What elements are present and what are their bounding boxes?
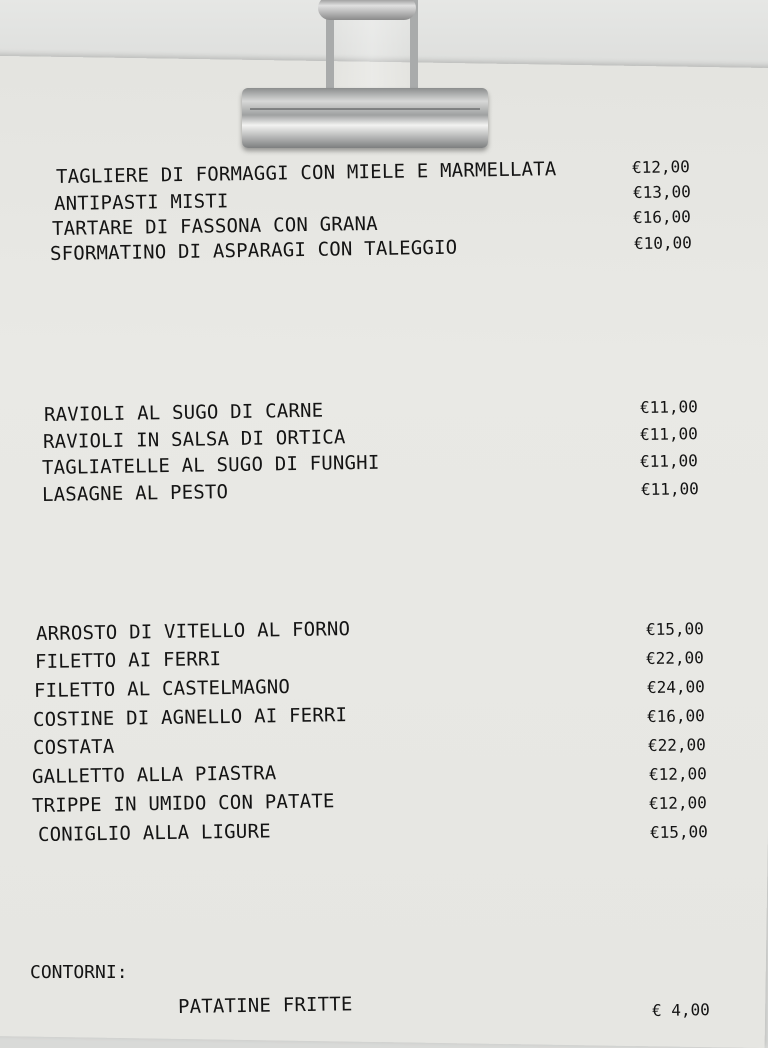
menu-item-name: CONIGLIO ALLA LIGURE xyxy=(37,820,271,846)
menu-item-price: €16,00 xyxy=(646,706,705,726)
menu-item-name: PATATINE FRITTE xyxy=(177,993,353,1018)
menu-item-price: €15,00 xyxy=(645,619,704,639)
menu-item-name: GALLETTO ALLA PIASTRA xyxy=(31,762,277,788)
menu-item-name: RAVIOLI IN SALSA DI ORTICA xyxy=(42,426,346,453)
menu-item-name: COSTATA xyxy=(32,735,115,759)
menu-item-price: €22,00 xyxy=(647,735,706,755)
menu-item-name: SFORMATINO DI ASPARAGI CON TALEGGIO xyxy=(49,236,458,265)
menu-item-price: €10,00 xyxy=(633,233,692,253)
menu-item-name: RAVIOLI AL SUGO DI CARNE xyxy=(43,399,324,426)
menu-item-name: FILETTO AI FERRI xyxy=(34,648,222,673)
menu-item-name: TRIPPE IN UMIDO CON PATATE xyxy=(31,790,335,817)
menu-item-name: LASAGNE AL PESTO xyxy=(41,481,229,506)
menu-item-price: €12,00 xyxy=(631,157,690,177)
menu-item-name: FILETTO AL CASTELMAGNO xyxy=(33,675,291,702)
menu-item-price: € 4,00 xyxy=(651,1000,710,1020)
menu-item-price: €11,00 xyxy=(639,397,698,417)
menu-item-price: €11,00 xyxy=(639,424,698,444)
menu-item-name: TARTARE DI FASSONA CON GRANA xyxy=(51,212,379,240)
menu-item-name: ARROSTO DI VITELLO AL FORNO xyxy=(35,618,351,645)
menu-item-price: €16,00 xyxy=(632,207,691,227)
menu-item-price: €11,00 xyxy=(640,479,699,499)
menu-item-price: €11,00 xyxy=(639,451,698,471)
menu-item-price: €24,00 xyxy=(646,677,705,697)
menu-item-name: TAGLIATELLE AL SUGO DI FUNGHI xyxy=(41,451,380,479)
menu-item-name: ANTIPASTI MISTI xyxy=(53,190,229,215)
menu-item-price: €13,00 xyxy=(632,182,691,202)
section-heading-contorni: CONTORNI: xyxy=(30,962,128,983)
menu-item-price: €12,00 xyxy=(648,793,707,813)
menu-item-price: €15,00 xyxy=(649,822,708,842)
menu-item-price: €12,00 xyxy=(648,764,707,784)
menu-item-name: COSTINE DI AGNELLO AI FERRI xyxy=(32,704,348,731)
menu-item-name: TAGLIERE DI FORMAGGI CON MIELE E MARMELLATA xyxy=(55,158,557,188)
menu-item-price: €22,00 xyxy=(645,648,704,668)
